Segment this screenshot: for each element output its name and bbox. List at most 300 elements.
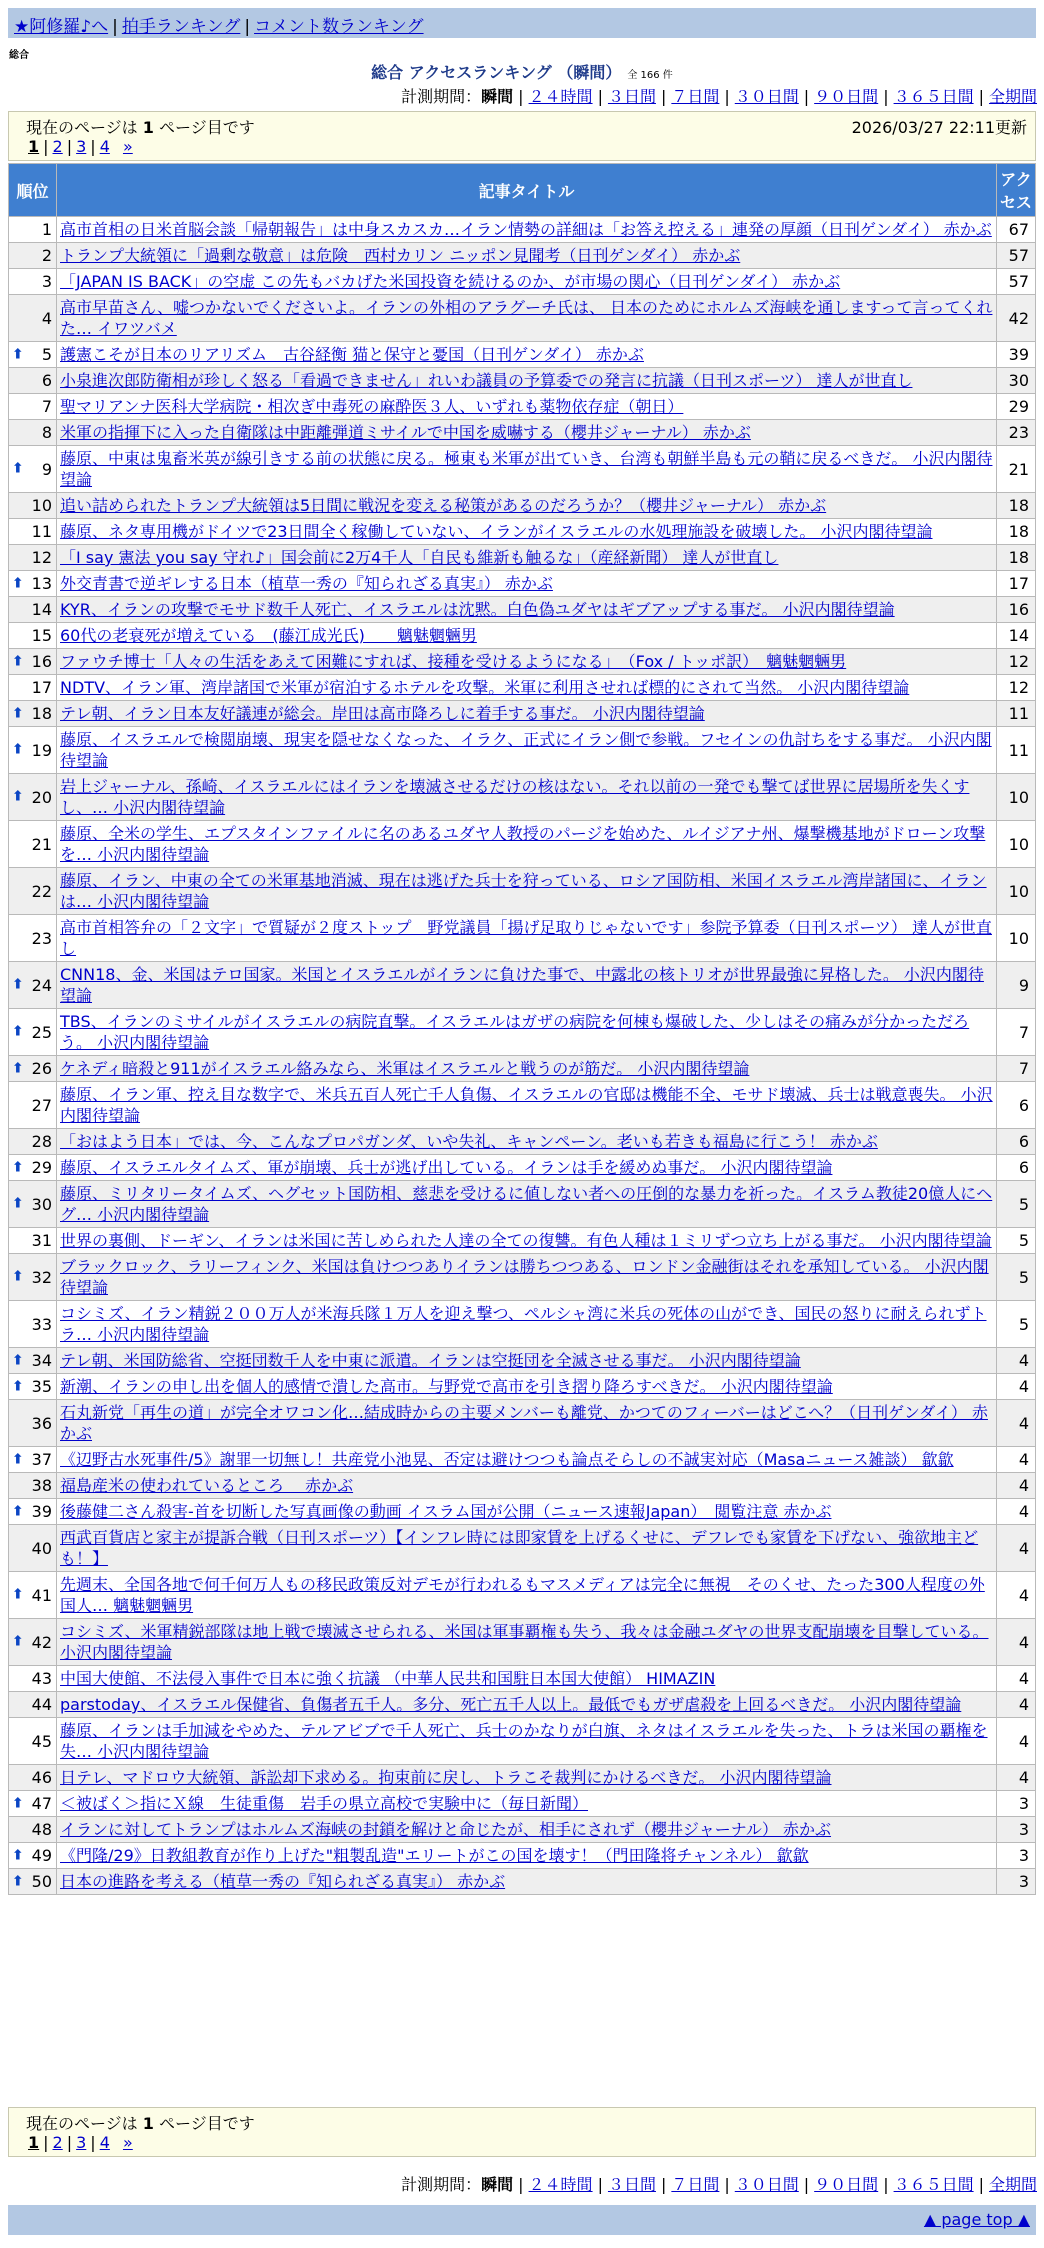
rank-cell — [9, 394, 57, 420]
rank-cell — [9, 1869, 57, 1895]
nav-separator: | — [244, 17, 251, 37]
table-row — [9, 623, 1036, 649]
rank-number: 5 — [41, 345, 52, 364]
table-row — [9, 727, 1036, 774]
rank-number: 46 — [31, 1768, 52, 1787]
article-link[interactable]: 日本の進路を考える（植草一秀の『知られざる真実』） 赤かぶ — [60, 1872, 506, 1891]
rank-cell — [9, 1082, 57, 1129]
period-link[interactable]: ９０日間 — [814, 2175, 879, 2194]
title-cell — [57, 1791, 997, 1817]
page-link[interactable]: 4 — [99, 137, 110, 156]
title-cell — [57, 1400, 997, 1447]
article-link[interactable]: 藤原、ネタ専用機がドイツで23日間全く稼働していない、イランがイスラエルの水処理施設を破壊した。 小沢内閣待望論 — [60, 522, 933, 541]
title-cell — [57, 217, 997, 243]
title-cell — [57, 342, 997, 368]
table-row — [9, 701, 1036, 727]
article-link[interactable]: NDTV、イラン軍、湾岸諸国で米軍が宿泊するホテルを攻撃。米軍に利用させれば標的にされて当然。 小沢内閣待望論 — [60, 678, 910, 697]
article-link[interactable]: 「I say 憲法 you say 守れ♪」国会前に2万4千人「自民も維新も触るな」（産経新聞） 達人が世直し — [60, 548, 779, 567]
rank-number: 28 — [31, 1132, 52, 1151]
access-count: 4 — [997, 1499, 1036, 1525]
rank-number: 29 — [31, 1158, 52, 1177]
article-link[interactable]: 《門隆/29》日教組教育が作り上げた"粗製乱造"エリートがこの国を壊す！（門田隆将チャンネル） 歙歙 — [60, 1846, 809, 1865]
period-separator: | — [724, 2175, 730, 2194]
article-link[interactable]: 藤原、イラン、中東の全ての米軍基地消滅、現在は逃げた兵士を狩っている、ロシア国防相、米国イスラエル湾岸諸国に、イランは… 小沢内閣待望論 — [60, 871, 987, 911]
rank-number: 12 — [31, 548, 52, 567]
period-link[interactable]: ７日間 — [671, 87, 720, 106]
article-link[interactable]: TBS、イランのミサイルがイスラエルの病院直撃。イスラエルはガザの病院を何棟も爆破した、少しはその痛みが分かっただろう。 小沢内閣待望論 — [60, 1012, 970, 1052]
rank-cell — [9, 1181, 57, 1228]
period-link[interactable]: ３０日間 — [734, 87, 799, 106]
rank-number: 17 — [31, 678, 52, 697]
article-link[interactable]: 藤原、イスラエルで検閲崩壊、現実を隠せなくなった、イラク、正式にイラン側で参戦。フセインの仇討ちをする事だ。 小沢内閣待望論 — [60, 730, 992, 770]
table-row — [9, 868, 1036, 915]
table-row — [9, 1765, 1036, 1791]
rank-cell — [9, 1155, 57, 1181]
rank-number: 45 — [31, 1731, 52, 1751]
rank-number: 43 — [31, 1669, 52, 1688]
title-cell — [57, 1228, 997, 1254]
up-arrow-icon: ⬆ — [12, 1159, 24, 1175]
rank-cell — [9, 1447, 57, 1473]
rank-number: 13 — [31, 574, 52, 593]
title-cell — [57, 295, 997, 342]
table-row — [9, 774, 1036, 821]
current-page-number: 1 — [142, 118, 154, 137]
article-link[interactable]: テレ朝、イラン日本友好議連が総会。岸田は高市降ろしに着手する事だ。 小沢内閣待望論 — [60, 704, 705, 723]
period-selector-bottom — [401, 2172, 1037, 2195]
table-row — [9, 1791, 1036, 1817]
rank-cell — [9, 915, 57, 962]
title-cell — [57, 1348, 997, 1374]
table-row — [9, 217, 1036, 243]
rank-number: 24 — [31, 975, 52, 995]
title-cell — [57, 1129, 997, 1155]
rank-cell — [9, 217, 57, 243]
title-cell — [57, 1619, 997, 1666]
title-cell — [57, 821, 997, 868]
access-count: 3 — [997, 1843, 1036, 1869]
rank-number: 1 — [41, 220, 52, 239]
rank-cell — [9, 1525, 57, 1572]
title-cell — [57, 545, 997, 571]
updated-time: 2026/03/27 22:11更新 — [851, 118, 1027, 137]
article-link[interactable]: 小泉進次郎防衛相が珍しく怒る「看過できません」れいわ議員の予算委での発言に抗議（日刊スポーツ） 達人が世直し — [60, 371, 913, 390]
table-row — [9, 1499, 1036, 1525]
access-count: 11 — [997, 727, 1036, 774]
table-row — [9, 1572, 1036, 1619]
rank-cell — [9, 821, 57, 868]
article-link[interactable]: KYR、イランの攻撃でモサド数千人死亡、イスラエルは沈黙。白色偽ユダヤはギブアップする事だ。 小沢内閣待望論 — [60, 600, 895, 619]
title-cell — [57, 1056, 997, 1082]
table-row — [9, 1718, 1036, 1765]
up-arrow-icon: ⬆ — [12, 1451, 24, 1467]
article-link[interactable]: 中国大使館、不法侵入事件で日本に強く抗議 （中華人民共和国駐日本国大使館） HIMAZIN — [60, 1669, 716, 1688]
rank-number: 42 — [31, 1632, 52, 1652]
access-count: 16 — [997, 597, 1036, 623]
title-cell — [57, 1181, 997, 1228]
page-separator: | — [43, 137, 49, 156]
rank-cell — [9, 727, 57, 774]
clap-ranking-link[interactable]: 拍手ランキング — [121, 17, 241, 37]
period-separator: | — [518, 87, 524, 106]
table-row — [9, 675, 1036, 701]
period-separator: | — [978, 2175, 984, 2194]
title-cell — [57, 394, 997, 420]
table-row — [9, 1009, 1036, 1056]
title-cell — [57, 868, 997, 915]
access-count: 4 — [997, 1447, 1036, 1473]
table-row — [9, 1155, 1036, 1181]
access-count: 10 — [997, 915, 1036, 962]
article-link[interactable]: 高市早苗さん、嘘つかないでくださいよ。イランの外相のアラグーチ氏は、 日本のためにホルムズ海峡を通しますって言ってくれた… イワツバメ — [60, 298, 993, 338]
period-link[interactable]: ２４時間 — [528, 2175, 593, 2194]
current-page-number: 1 — [142, 2114, 154, 2133]
period-link[interactable]: ３０日間 — [734, 2175, 799, 2194]
article-link[interactable]: 藤原、イランは手加減をやめた、テルアビブで千人死亡、兵士のかなりが白旗、ネタはイスラエルを失った、トラは米国の覇権を失… 小沢内閣待望論 — [60, 1721, 988, 1761]
access-count: 18 — [997, 545, 1036, 571]
page-current: 1 — [28, 2133, 40, 2152]
article-link[interactable]: ファウチ博士「人々の生活をあえて困難にすれば、接種を受けるようになる」 （Fox / トッポ訳） 魑魅魍魎男 — [60, 652, 847, 671]
article-link[interactable]: ブラックロック、ラリーフィンク、米国は負けつつありイランは勝ちつつある、ロンドン金融街はそれを承知している。 小沢内閣待望論 — [60, 1257, 989, 1297]
table-row — [9, 1254, 1036, 1301]
title-cell — [57, 623, 997, 649]
table-row — [9, 1181, 1036, 1228]
page-link[interactable]: 2 — [52, 2133, 63, 2152]
article-link[interactable]: 藤原、中東は鬼畜米英が線引きする前の状態に戻る。極東も米軍が出ていき、台湾も朝鮮半島も元の鞘に戻るべきだ。 小沢内閣待望論 — [60, 449, 993, 489]
access-count: 4 — [997, 1473, 1036, 1499]
rank-number: 31 — [31, 1231, 52, 1250]
title-cell — [57, 1869, 997, 1895]
rank-number: 41 — [31, 1585, 52, 1605]
title-cell — [57, 774, 997, 821]
table-row — [9, 1869, 1036, 1895]
article-link[interactable]: 護憲こそが日本のリアリズム 古谷経衡 猫と保守と憂国（日刊ゲンダイ） 赤かぶ — [60, 345, 644, 364]
period-separator: | — [978, 87, 984, 106]
article-link[interactable]: 岩上ジャーナル、孫崎、イスラエルにはイランを壊滅させるだけの核はない。それ以前の一発でも撃てば世界に居場所を失くすし、… 小沢内閣待望論 — [60, 777, 970, 817]
title-cell — [57, 368, 997, 394]
rank-number: 4 — [41, 308, 52, 328]
table-row — [9, 295, 1036, 342]
rank-cell — [9, 1400, 57, 1447]
current-page-text: 現在のページは 1 ページ目です — [26, 2114, 255, 2133]
access-count: 4 — [997, 1718, 1036, 1765]
rank-cell — [9, 243, 57, 269]
period-separator: | — [803, 87, 810, 106]
article-link[interactable]: 藤原、ミリタリータイムズ、ヘグセット国防相、慈悲を受けるに値しない者への圧倒的な暴力を祈った。イスラム教徒20億人にヘグ… 小沢内閣待望論 — [60, 1184, 993, 1224]
title-cell — [57, 727, 997, 774]
title-cell — [57, 1692, 997, 1718]
rank-cell — [9, 368, 57, 394]
article-link[interactable]: 高市首相の日米首脳会談「帰朝報告」は中身スカスカ…イラン情勢の詳細は「お答え控える」連発の厚顔（日刊ゲンダイ） 赤かぶ — [60, 220, 992, 239]
up-arrow-icon: ⬆ — [12, 1268, 24, 1285]
rank-cell — [9, 1619, 57, 1666]
table-row — [9, 1056, 1036, 1082]
rank-cell — [9, 571, 57, 597]
rank-cell — [9, 519, 57, 545]
period-separator: | — [518, 2175, 524, 2194]
access-count: 4 — [997, 1666, 1036, 1692]
article-link[interactable]: 新潮、イランの申し出を個人的感情で潰した高市。与野党で高市を引き摺り降ろすべきだ。 小沢内閣待望論 — [60, 1377, 833, 1396]
access-count: 4 — [997, 1765, 1036, 1791]
comment-ranking-link[interactable]: コメント数ランキング — [254, 17, 424, 37]
article-link[interactable]: 外交青書で逆ギレする日本（植草一秀の『知られざる真実』） 赤かぶ — [60, 574, 553, 593]
page-separator: | — [90, 2133, 96, 2152]
rank-cell — [9, 774, 57, 821]
access-count: 6 — [997, 1082, 1036, 1129]
period-link[interactable]: 全期間 — [988, 87, 1037, 106]
article-link[interactable]: 西武百貨店と家主が提訴合戦（日刊スポーツ）【インフレ時には即家賃を上げるくせに、デフレでも家賃を下げない、強欲地主ども！】 — [60, 1528, 979, 1568]
title-cell — [57, 1817, 997, 1843]
period-link[interactable]: ７日間 — [671, 2175, 720, 2194]
access-count: 5 — [997, 1228, 1036, 1254]
access-count: 4 — [997, 1692, 1036, 1718]
table-row — [9, 1374, 1036, 1400]
footer-bar — [8, 2205, 1036, 2235]
access-count: 14 — [997, 623, 1036, 649]
access-count: 5 — [997, 1301, 1036, 1348]
rank-number: 10 — [31, 496, 52, 515]
rank-number: 30 — [31, 1194, 52, 1214]
access-count: 57 — [997, 269, 1036, 295]
title-cell — [57, 1718, 997, 1765]
rank-number: 39 — [31, 1502, 52, 1521]
rank-number: 18 — [31, 704, 52, 723]
page-separator: | — [66, 2133, 73, 2152]
title-cell — [57, 1301, 997, 1348]
table-row — [9, 446, 1036, 493]
access-count: 9 — [997, 962, 1036, 1009]
article-link[interactable]: 藤原、全米の学生、エプスタインファイルに名のあるユダヤ人教授のパージを始めた、ルイジアナ州、爆撃機基地がドローン攻撃を… 小沢内閣待望論 — [60, 824, 986, 864]
article-link[interactable]: 聖マリアンナ医科大学病院・相次ぎ中毒死の麻酔医３人、いずれも薬物依存症（朝日） — [60, 397, 684, 416]
rank-number: 7 — [41, 397, 52, 416]
rank-cell — [9, 1009, 57, 1056]
up-arrow-icon: ⬆ — [12, 1378, 24, 1394]
article-link[interactable]: コシミズ、イラン精鋭２００万人が米海兵隊１万人を迎え撃つ、ペルシャ湾に米兵の死体の山ができ、国民の怒りに耐えられずトラ… 小沢内閣待望論 — [60, 1304, 987, 1344]
article-link[interactable]: 世界の裏側、ドーギン、イランは米国に苦しめられた人達の全ての復讐。有色人種は１ミリずつ立ち上がる事だ。 小沢内閣待望論 — [60, 1231, 992, 1250]
up-arrow-icon: ⬆ — [12, 705, 24, 721]
page-separator: | — [66, 137, 73, 156]
title-cell — [57, 649, 997, 675]
title-cell — [57, 243, 997, 269]
article-link[interactable]: トランプ大統領に「過剰な敬意」は危険 西村カリン ニッポン見聞考（日刊ゲンダイ） 赤かぶ — [60, 246, 741, 265]
article-link[interactable]: 60代の老衰死が増えている (藤江成光氏) 魑魅魍魎男 — [60, 626, 477, 645]
access-count: 18 — [997, 493, 1036, 519]
page-title — [0, 60, 1044, 83]
rank-cell — [9, 1301, 57, 1348]
title-cell — [57, 1254, 997, 1301]
table-row — [9, 1301, 1036, 1348]
rank-cell — [9, 1129, 57, 1155]
article-link[interactable]: 「JAPAN IS BACK」の空虚 この先もバカげた米国投資を続けるのか、が市場の関心（日刊ゲンダイ） 赤かぶ — [60, 272, 841, 291]
table-row — [9, 962, 1036, 1009]
page-link[interactable]: 3 — [76, 2133, 87, 2152]
page-link[interactable]: 2 — [52, 137, 63, 156]
title-cell — [57, 597, 997, 623]
article-link[interactable]: 石丸新党「再生の道」が完全オワコン化…結成時からの主要メンバーも離党、かつてのフィーバーはどこへ？（日刊ゲンダイ） 赤かぶ — [60, 1403, 988, 1443]
article-link[interactable]: 《辺野古水死事件/5》謝罪一切無し！共産党小池晃、否定は避けつつも論点そらしの不誠実対応（Masaニュース雑談） 歙歙 — [60, 1450, 954, 1469]
rank-number: 35 — [31, 1377, 52, 1396]
rank-cell — [9, 1473, 57, 1499]
page-link[interactable]: 4 — [99, 2133, 110, 2152]
rank-cell — [9, 701, 57, 727]
rank-cell — [9, 597, 57, 623]
table-row — [9, 342, 1036, 368]
article-link[interactable]: 先週末、全国各地で何千何万人もの移民政策反対デモが行われるもマスメディアは完全に無視 そのくせ、たった300人程度の外国人… 魑魅魍魎男 — [60, 1575, 985, 1615]
rank-number: 20 — [31, 787, 52, 807]
rank-number: 15 — [31, 626, 52, 645]
article-link[interactable]: 米軍の指揮下に入った自衛隊は中距離弾道ミサイルで中国を威嚇する（櫻井ジャーナル） 赤かぶ — [60, 423, 751, 442]
home-link[interactable]: ★阿修羅♪へ — [14, 17, 109, 37]
article-link[interactable]: 後藤健二さん殺害-首を切断した写真画像の動画 イスラム国が公開（ニュース速報Japan） 閲覧注意 赤かぶ — [60, 1502, 832, 1521]
article-link[interactable]: テレ朝、米国防総省、空挺団数千人を中東に派遣。イランは空挺団を全滅させる事だ。 小沢内閣待望論 — [60, 1351, 801, 1370]
article-link[interactable]: コシミズ、米軍精鋭部隊は地上戦で壊滅させられる、米国は軍事覇権も失う、我々は金融ユダヤの世界支配崩壊を目撃している。 小沢内閣待望論 — [60, 1622, 989, 1662]
rank-number: 16 — [31, 652, 52, 671]
title-cell — [57, 1155, 997, 1181]
period-separator: | — [660, 2175, 667, 2194]
access-count: 7 — [997, 1056, 1036, 1082]
table-row — [9, 545, 1036, 571]
rank-number: 25 — [31, 1022, 52, 1042]
table-row — [9, 519, 1036, 545]
table-row — [9, 1129, 1036, 1155]
title-cell — [57, 571, 997, 597]
rank-cell — [9, 1374, 57, 1400]
access-count: 6 — [997, 1129, 1036, 1155]
table-row — [9, 1228, 1036, 1254]
next-page-link[interactable]: » — [122, 137, 133, 156]
period-link[interactable]: ３６５日間 — [893, 2175, 974, 2194]
title-cell — [57, 519, 997, 545]
up-arrow-icon: ⬆ — [12, 1847, 24, 1863]
access-count: 57 — [997, 243, 1036, 269]
article-link[interactable]: parstoday、イスラエル保健省、負傷者五千人。多分、死亡五千人以上。最低でもガザ虐殺を上回るべきだ。 小沢内閣待望論 — [60, 1695, 962, 1714]
rank-number: 26 — [31, 1059, 52, 1078]
up-arrow-icon: ⬆ — [12, 1586, 24, 1603]
up-arrow-icon: ⬆ — [12, 1633, 24, 1650]
rank-cell — [9, 1666, 57, 1692]
rank-cell — [9, 1056, 57, 1082]
article-link[interactable]: ケネディ暗殺と911がイスラエル絡みなら、米軍はイスラエルと戦うのが筋だ。 小沢内閣待望論 — [60, 1059, 750, 1078]
rank-number: 19 — [31, 740, 52, 760]
period-link[interactable]: ３日間 — [607, 2175, 656, 2194]
article-link[interactable]: 追い詰められたトランプ大統領は5日間に戦況を変える秘策があるのだろうか？（櫻井ジャーナル） 赤かぶ — [60, 496, 827, 515]
period-current: 瞬間 — [481, 87, 514, 106]
title-cell — [57, 446, 997, 493]
period-link[interactable]: ３６５日間 — [893, 87, 974, 106]
title-cell — [57, 915, 997, 962]
page-top-link[interactable]: ▲ page top ▲ — [923, 2210, 1030, 2229]
article-link[interactable]: CNN18、金、米国はテロ国家。米国とイスラエルがイランに負けた事で、中露北の核トリオが世界最強に昇格した。 小沢内閣待望論 — [60, 965, 984, 1005]
title-cell — [57, 675, 997, 701]
rank-column-header: 順位 — [9, 164, 57, 217]
table-row — [9, 420, 1036, 446]
rank-number: 47 — [31, 1794, 52, 1813]
page-link[interactable]: 3 — [76, 137, 87, 156]
page-info-top — [8, 111, 1036, 161]
rank-number: 48 — [31, 1820, 52, 1839]
article-link[interactable]: 「おはよう日本」では、今、こんなプロパガンダ、いや失礼、キャンペーン。老いも若きも福島に行こう！ 赤かぶ — [60, 1132, 878, 1151]
access-count: 7 — [997, 1009, 1036, 1056]
table-row — [9, 1473, 1036, 1499]
article-link[interactable]: 日テレ、マドロウ大統領、訴訟却下求める。拘束前に戻し、トラこそ裁判にかけるべきだ。 小沢内閣待望論 — [60, 1768, 832, 1787]
rank-number: 36 — [31, 1413, 52, 1433]
period-separator: | — [660, 87, 667, 106]
title-cell — [57, 1572, 997, 1619]
category-label: 総合 — [9, 50, 29, 61]
article-link[interactable]: 藤原、イスラエルタイムズ、軍が崩壊、兵士が逃げ出している。イランは手を緩めぬ事だ。 小沢内閣待望論 — [60, 1158, 833, 1177]
table-row — [9, 915, 1036, 962]
access-count: 3 — [997, 1869, 1036, 1895]
up-arrow-icon: ⬆ — [12, 976, 24, 993]
period-separator: | — [803, 2175, 810, 2194]
period-link[interactable]: ３日間 — [607, 87, 656, 106]
table-row — [9, 1817, 1036, 1843]
period-link[interactable]: 全期間 — [988, 2175, 1037, 2194]
table-header-row — [9, 164, 1036, 217]
table-row — [9, 1619, 1036, 1666]
rank-number: 37 — [31, 1450, 52, 1469]
page-separator: | — [43, 2133, 49, 2152]
rank-number: 9 — [41, 459, 52, 479]
period-separator: | — [883, 2175, 889, 2194]
access-count: 4 — [997, 1525, 1036, 1572]
up-arrow-icon: ⬆ — [12, 788, 24, 805]
period-separator: | — [597, 2175, 603, 2194]
rank-cell — [9, 420, 57, 446]
title-cell — [57, 1082, 997, 1129]
article-link[interactable]: 藤原、イラン軍、控え目な数字で、米兵五百人死亡千人負傷、イスラエルの官邸は機能不全、モサド壊滅、兵士は戦意喪失。 小沢内閣待望論 — [60, 1085, 993, 1125]
top-nav-bar — [8, 8, 1036, 38]
rank-cell — [9, 1228, 57, 1254]
rank-number: 32 — [31, 1267, 52, 1287]
rank-cell — [9, 1843, 57, 1869]
title-cell — [57, 1009, 997, 1056]
article-link[interactable]: 高市首相答弁の「２文字」で質疑が２度ストップ 野党議員「揚げ足取りじゃないです」参院予算委（日刊スポーツ） 達人が世直し — [60, 918, 992, 958]
access-count: 10 — [997, 821, 1036, 868]
access-count: 4 — [997, 1400, 1036, 1447]
up-arrow-icon: ⬆ — [12, 1060, 24, 1076]
rank-number: 34 — [31, 1351, 52, 1370]
access-count: 3 — [997, 1791, 1036, 1817]
article-link[interactable]: イランに対してトランプはホルムズ海峡の封鎖を解けと命じたが、相手にされず（櫻井ジャーナル） 赤かぶ — [60, 1820, 832, 1839]
rank-cell — [9, 493, 57, 519]
rank-number: 21 — [31, 834, 52, 854]
title-cell — [57, 1843, 997, 1869]
rank-number: 3 — [41, 272, 52, 291]
article-link[interactable]: 福島産米の使われているところ 赤かぶ — [60, 1476, 354, 1495]
next-page-link[interactable]: » — [122, 2133, 133, 2152]
article-link[interactable]: ＜被ばく＞指にＸ線 生徒重傷 岩手の県立高校で実験中に（毎日新聞） — [60, 1794, 589, 1813]
page-info-bottom — [8, 2107, 1036, 2157]
table-row — [9, 493, 1036, 519]
rank-cell — [9, 295, 57, 342]
period-link[interactable]: ９０日間 — [814, 87, 879, 106]
table-row — [9, 368, 1036, 394]
period-link[interactable]: ２４時間 — [528, 87, 593, 106]
table-row — [9, 1400, 1036, 1447]
page-separator — [114, 137, 119, 156]
rank-number: 11 — [31, 522, 52, 541]
access-count: 4 — [997, 1619, 1036, 1666]
rank-number: 23 — [31, 928, 52, 948]
access-count: 4 — [997, 1374, 1036, 1400]
up-arrow-icon: ⬆ — [12, 741, 24, 758]
up-arrow-icon: ⬆ — [12, 460, 24, 477]
table-row — [9, 269, 1036, 295]
access-count: 18 — [997, 519, 1036, 545]
rank-cell — [9, 1791, 57, 1817]
table-row — [9, 394, 1036, 420]
